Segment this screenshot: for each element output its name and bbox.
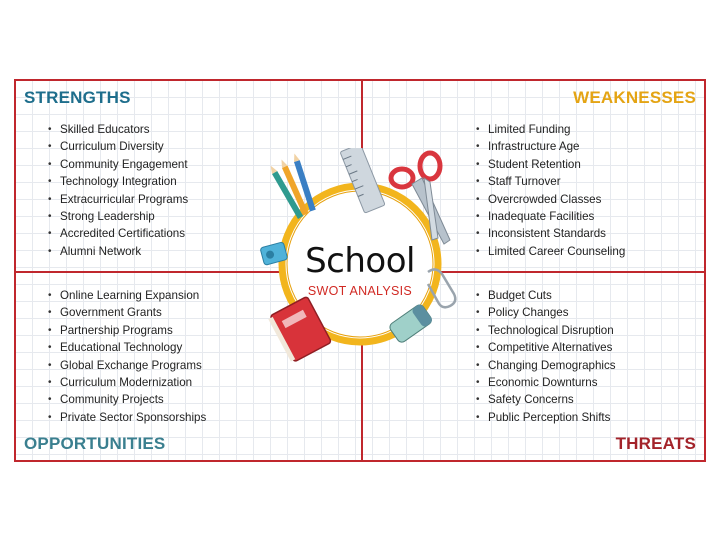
list-item: • Global Exchange Programs (48, 357, 206, 374)
list-item: • Student Retention (476, 156, 625, 173)
list-item: • Overcrowded Classes (476, 191, 625, 208)
strengths-list (48, 121, 188, 260)
list-item: • Accredited Certifications (48, 225, 188, 242)
list-item: • Skilled Educators (48, 121, 188, 138)
list-item: • Budget Cuts (476, 287, 616, 304)
list-item: • Curriculum Modernization (48, 374, 206, 391)
strengths-title: STRENGTHS (24, 88, 131, 107)
list-item: • Strong Leadership (48, 208, 188, 225)
list-item: • Economic Downturns (476, 374, 616, 391)
list-item: • Public Perception Shifts (476, 409, 616, 426)
list-item: • Online Learning Expansion (48, 287, 206, 304)
opportunities-list (48, 287, 206, 426)
weaknesses-list (476, 121, 625, 260)
list-item: • Limited Career Counseling (476, 243, 625, 260)
list-item: • Staff Turnover (476, 173, 625, 190)
list-item: • Policy Changes (476, 304, 616, 321)
list-item: • Private Sector Sponsorships (48, 409, 206, 426)
threats-title: THREATS (615, 434, 696, 453)
list-item: • Technology Integration (48, 173, 188, 190)
opportunities-title: OPPORTUNITIES (24, 434, 166, 453)
list-item: • Safety Concerns (476, 391, 616, 408)
list-item: • Curriculum Diversity (48, 138, 188, 155)
list-item: • Educational Technology (48, 339, 206, 356)
list-item: • Extracurricular Programs (48, 191, 188, 208)
center-title: School (305, 241, 415, 281)
list-item: • Limited Funding (476, 121, 625, 138)
list-item: • Competitive Alternatives (476, 339, 616, 356)
list-item: • Infrastructure Age (476, 138, 625, 155)
list-item: • Changing Demographics (476, 357, 616, 374)
list-item: • Partnership Programs (48, 322, 206, 339)
list-item: • Inadequate Facilities (476, 208, 625, 225)
list-item: • Community Engagement (48, 156, 188, 173)
list-item: • Inconsistent Standards (476, 225, 625, 242)
list-item: • Technological Disruption (476, 322, 616, 339)
list-item: • Alumni Network (48, 243, 188, 260)
weaknesses-title: WEAKNESSES (573, 88, 696, 107)
list-item: • Community Projects (48, 391, 206, 408)
center-subtitle: SWOT ANALYSIS (307, 284, 413, 298)
threats-list (476, 287, 616, 426)
list-item: • Government Grants (48, 304, 206, 321)
